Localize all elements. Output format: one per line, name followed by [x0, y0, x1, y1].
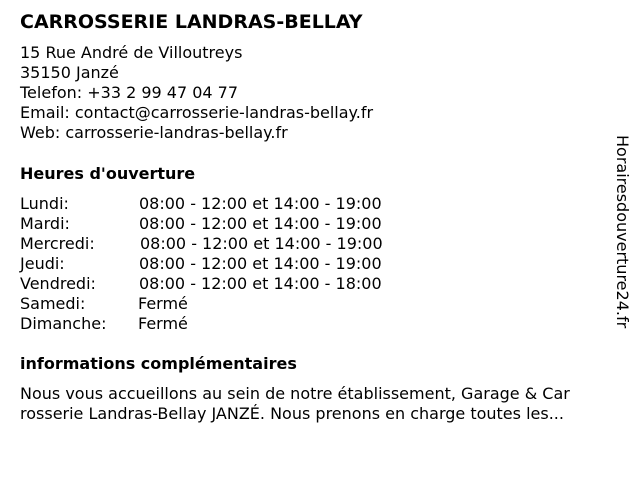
time-value: 08:00 - 12:00 et 14:00 - 19:00 [139, 194, 382, 213]
time-value: Fermé [138, 314, 188, 333]
time-value: Fermé [138, 294, 188, 313]
description-line: rosserie Landras-Bellay JANZÉ. Nous prenons en charge toutes les... [20, 404, 564, 423]
address-street: 15 Rue André de Villoutreys [20, 43, 243, 62]
business-name: CARROSSERIE LANDRAS-BELLAY [20, 11, 363, 33]
description-text [20, 384, 620, 424]
email-line: Email: contact@carrosserie-landras-bellay.fr [20, 103, 374, 122]
time-value: 08:00 - 12:00 et 14:00 - 19:00 [139, 254, 382, 273]
watermark-text: Horairesdouverture24.fr [613, 135, 632, 329]
day-label: Samedi: [20, 294, 86, 313]
time-value: 08:00 - 12:00 et 14:00 - 18:00 [139, 274, 382, 293]
phone-line: Telefon: +33 2 99 47 04 77 [20, 83, 239, 102]
day-label: Lundi: [20, 194, 69, 213]
day-label: Mercredi: [20, 234, 95, 253]
day-label: Dimanche: [20, 314, 107, 333]
day-label: Jeudi: [20, 254, 65, 273]
time-value: 08:00 - 12:00 et 14:00 - 19:00 [140, 234, 383, 253]
time-value: 08:00 - 12:00 et 14:00 - 19:00 [139, 214, 382, 233]
day-label: Mardi: [20, 214, 70, 233]
contact-block [20, 43, 373, 143]
hours-heading: Heures d'ouverture [20, 164, 196, 183]
day-label: Vendredi: [20, 274, 96, 293]
web-line: Web: carrosserie-landras-bellay.fr [20, 123, 288, 142]
info-heading: informations complémentaires [20, 354, 297, 373]
address-city: 35150 Janzé [20, 63, 119, 82]
watermark [612, 135, 632, 343]
description-line: Nous vous accueillons au sein de notre établissement, Garage & Car [20, 384, 570, 403]
